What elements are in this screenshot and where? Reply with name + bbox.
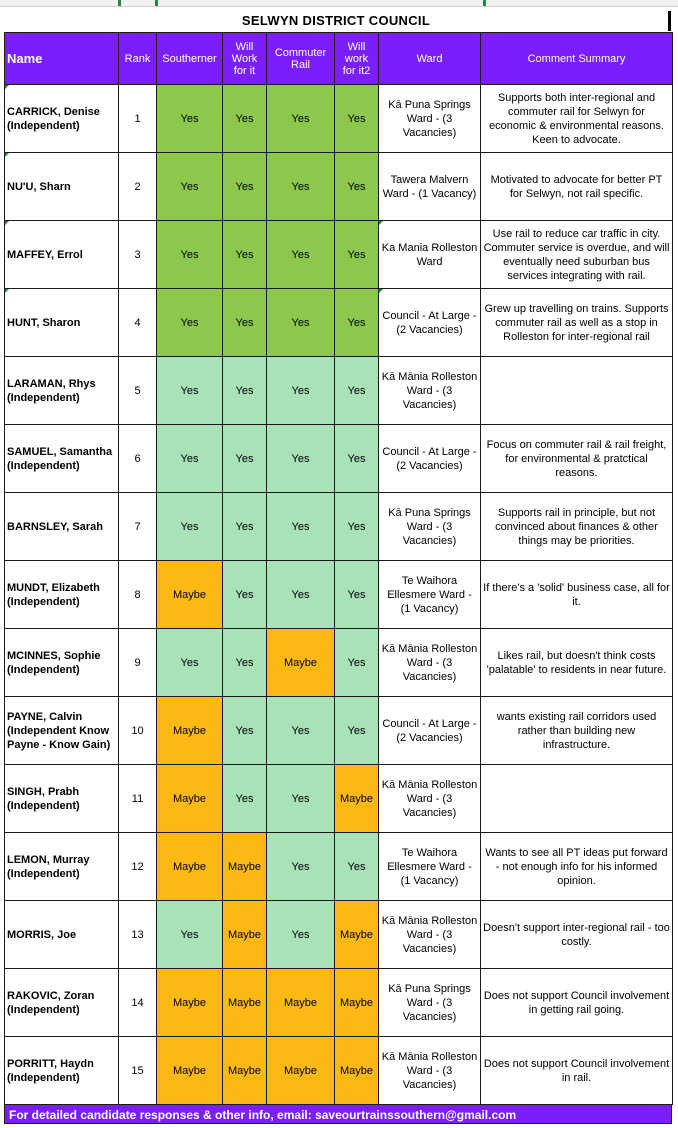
candidate-rank: 5 [119, 357, 157, 425]
response-commuter: Yes [267, 697, 335, 765]
response-southerner: Maybe [157, 1037, 223, 1105]
candidate-comment: Focus on commuter rail & rail freight, for environmental & pratctical reasons. [481, 425, 673, 493]
response-will-work2: Maybe [335, 901, 379, 969]
candidate-ward: Kā Māniа Rolleston Ward - (3 Vacancies) [379, 629, 481, 697]
candidates-table [4, 32, 673, 1105]
comment-marker-icon [379, 289, 383, 293]
response-will-work2: Yes [335, 289, 379, 357]
comment-marker-icon [379, 221, 383, 225]
table-row [5, 493, 673, 561]
response-southerner: Yes [157, 289, 223, 357]
response-will-work: Maybe [223, 1037, 267, 1105]
response-will-work2: Yes [335, 561, 379, 629]
response-commuter: Maybe [267, 969, 335, 1037]
column-header-rank: Rank [119, 33, 157, 85]
response-will-work: Maybe [223, 969, 267, 1037]
response-southerner: Maybe [157, 697, 223, 765]
candidate-ward: Kā Puna Springs Ward - (3 Vacancies) [379, 969, 481, 1037]
candidate-name: PAYNE, Calvin (Independent Know Payne - Know Gain) [5, 697, 119, 765]
response-will-work: Maybe [223, 833, 267, 901]
table-row [5, 833, 673, 901]
candidate-ward: Ka Mania Rolleston Ward [379, 221, 481, 289]
response-southerner: Maybe [157, 561, 223, 629]
response-southerner: Yes [157, 85, 223, 153]
response-will-work2: Yes [335, 357, 379, 425]
candidate-name: MCINNES, Sophie (Independent) [5, 629, 119, 697]
candidate-rank: 11 [119, 765, 157, 833]
response-will-work2: Yes [335, 833, 379, 901]
response-will-work: Maybe [223, 901, 267, 969]
response-commuter: Yes [267, 289, 335, 357]
candidate-ward: Council - At Large - (2 Vacancies) [379, 289, 481, 357]
candidate-ward: Te Waihora Ellesmere Ward - (1 Vacancy) [379, 833, 481, 901]
candidate-comment: Use rail to reduce car traffic in city. Commuter service is overdue, and will eventually need suburban bus services integrating with rail. [481, 221, 673, 289]
response-southerner: Yes [157, 153, 223, 221]
table-row [5, 289, 673, 357]
comment-marker-icon [5, 289, 9, 293]
candidate-name: LEMON, Murray (Independent) [5, 833, 119, 901]
column-header-ward: Ward [379, 33, 481, 85]
candidate-comment: Doesn't support inter-regional rail - too costly. [481, 901, 673, 969]
column-header-name: Name [5, 33, 119, 85]
candidate-name: RAKOVIC, Zoran (Independent) [5, 969, 119, 1037]
response-will-work: Yes [223, 425, 267, 493]
response-southerner: Yes [157, 425, 223, 493]
candidate-comment: Does not support Council involvement in getting rail going. [481, 969, 673, 1037]
response-will-work: Yes [223, 153, 267, 221]
candidate-comment [481, 765, 673, 833]
response-southerner: Yes [157, 221, 223, 289]
table-row [5, 221, 673, 289]
candidate-comment: Grew up travelling on trains. Supports commuter rail as well as a stop in Rolleston for inter-regional rail [481, 289, 673, 357]
response-southerner: Yes [157, 357, 223, 425]
candidate-rank: 15 [119, 1037, 157, 1105]
response-will-work: Yes [223, 629, 267, 697]
candidate-name: LARAMAN, Rhys (Independent) [5, 357, 119, 425]
candidate-name: PORRITT, Haydn (Independent) [5, 1037, 119, 1105]
column-header-will-work-2: Will work for it2 [335, 33, 379, 85]
response-will-work: Yes [223, 493, 267, 561]
candidate-rank: 10 [119, 697, 157, 765]
candidate-ward: Te Waihora Ellesmere Ward - (1 Vacancy) [379, 561, 481, 629]
response-commuter: Yes [267, 221, 335, 289]
response-commuter: Yes [267, 493, 335, 561]
response-will-work2: Yes [335, 697, 379, 765]
response-commuter: Yes [267, 901, 335, 969]
response-commuter: Maybe [267, 629, 335, 697]
comment-marker-icon [5, 221, 9, 225]
candidate-name: MAFFEY, Errol [5, 221, 119, 289]
column-header-commuter-rail: Commuter Rail [267, 33, 335, 85]
candidate-comment: wants existing rail corridors used rather than building new infrastructure. [481, 697, 673, 765]
candidate-comment: Supports both inter-regional and commuter rail for Selwyn for economic & environmental reasons. Keen to advocate. [481, 85, 673, 153]
candidate-comment: Motivated to advocate for better PT for Selwyn, not rail specific. [481, 153, 673, 221]
candidate-rank: 9 [119, 629, 157, 697]
candidate-rank: 12 [119, 833, 157, 901]
table-row [5, 969, 673, 1037]
response-will-work2: Yes [335, 221, 379, 289]
comment-marker-icon [5, 153, 9, 157]
candidate-name: SAMUEL, Samantha (Independent) [5, 425, 119, 493]
candidate-ward: Tawera Malvern Ward - (1 Vacancy) [379, 153, 481, 221]
page-title: SELWYN DISTRICT COUNCIL [4, 11, 671, 31]
response-commuter: Maybe [267, 1037, 335, 1105]
table-row [5, 765, 673, 833]
candidate-rank: 6 [119, 425, 157, 493]
column-header-comment: Comment Summary [481, 33, 673, 85]
response-will-work2: Yes [335, 153, 379, 221]
response-will-work: Yes [223, 561, 267, 629]
response-will-work2: Yes [335, 629, 379, 697]
table-header-row [5, 33, 673, 85]
table-row [5, 153, 673, 221]
table-row [5, 1037, 673, 1105]
candidate-ward: Kā Māniа Rolleston Ward - (3 Vacancies) [379, 765, 481, 833]
candidate-name: HUNT, Sharon [5, 289, 119, 357]
candidate-ward: Council - At Large - (2 Vacancies) [379, 697, 481, 765]
table-row [5, 697, 673, 765]
response-commuter: Yes [267, 85, 335, 153]
response-southerner: Maybe [157, 833, 223, 901]
table-row [5, 561, 673, 629]
response-southerner: Yes [157, 493, 223, 561]
candidate-comment [481, 357, 673, 425]
candidate-rank: 13 [119, 901, 157, 969]
column-header-southerner: Southerner [157, 33, 223, 85]
candidate-rank: 14 [119, 969, 157, 1037]
candidate-name: CARRICK, Denise (Independent) [5, 85, 119, 153]
spreadsheet-top-strip [0, 0, 678, 7]
footer-contact: For detailed candidate responses & other info, email: saveourtrainssouthern@gmail.com [4, 1104, 672, 1124]
response-commuter: Yes [267, 153, 335, 221]
candidate-comment: Does not support Council involvement in rail. [481, 1037, 673, 1105]
candidate-comment: Likes rail, but doesn't think costs 'palatable' to residents in near future. [481, 629, 673, 697]
response-commuter: Yes [267, 833, 335, 901]
response-will-work2: Maybe [335, 1037, 379, 1105]
candidate-rank: 1 [119, 85, 157, 153]
candidate-rank: 2 [119, 153, 157, 221]
table-row [5, 425, 673, 493]
response-will-work2: Yes [335, 85, 379, 153]
response-southerner: Maybe [157, 765, 223, 833]
comment-marker-icon [5, 85, 9, 89]
response-southerner: Yes [157, 901, 223, 969]
candidate-ward: Kā Puna Springs Ward - (3 Vacancies) [379, 493, 481, 561]
response-will-work: Yes [223, 221, 267, 289]
response-will-work2: Maybe [335, 969, 379, 1037]
candidate-ward: Kā Puna Springs Ward - (3 Vacancies) [379, 85, 481, 153]
response-will-work: Yes [223, 289, 267, 357]
response-southerner: Maybe [157, 969, 223, 1037]
candidate-rank: 7 [119, 493, 157, 561]
column-header-will-work: Will Work for it [223, 33, 267, 85]
response-commuter: Yes [267, 765, 335, 833]
response-commuter: Yes [267, 357, 335, 425]
response-will-work: Yes [223, 697, 267, 765]
table-row [5, 357, 673, 425]
candidate-ward: Kā Māniа Rolleston Ward - (3 Vacancies) [379, 1037, 481, 1105]
candidate-comment: If there's a 'solid' business case, all for it. [481, 561, 673, 629]
response-commuter: Yes [267, 425, 335, 493]
response-commuter: Yes [267, 561, 335, 629]
candidate-rank: 8 [119, 561, 157, 629]
candidate-comment: Wants to see all PT ideas put forward - not enough info for his informed opinion. [481, 833, 673, 901]
candidate-ward: Kā Māniа Rolleston Ward - (3 Vacancies) [379, 357, 481, 425]
candidate-rank: 4 [119, 289, 157, 357]
response-will-work: Yes [223, 85, 267, 153]
candidate-name: MORRIS, Joe [5, 901, 119, 969]
response-will-work: Yes [223, 765, 267, 833]
candidate-name: MUNDT, Elizabeth (Independent) [5, 561, 119, 629]
table-row [5, 629, 673, 697]
table-row [5, 901, 673, 969]
candidate-ward: Kā Māniа Rolleston Ward - (3 Vacancies) [379, 901, 481, 969]
candidate-name: NU'U, Sharn [5, 153, 119, 221]
candidate-name: BARNSLEY, Sarah [5, 493, 119, 561]
candidate-comment: Supports rail in principle, but not convinced about finances & other things may be priorities. [481, 493, 673, 561]
response-southerner: Yes [157, 629, 223, 697]
candidate-name: SINGH, Prabh (Independent) [5, 765, 119, 833]
response-will-work2: Maybe [335, 765, 379, 833]
candidate-ward: Council - At Large - (2 Vacancies) [379, 425, 481, 493]
response-will-work2: Yes [335, 493, 379, 561]
candidate-rank: 3 [119, 221, 157, 289]
response-will-work2: Yes [335, 425, 379, 493]
table-row [5, 85, 673, 153]
response-will-work: Yes [223, 357, 267, 425]
